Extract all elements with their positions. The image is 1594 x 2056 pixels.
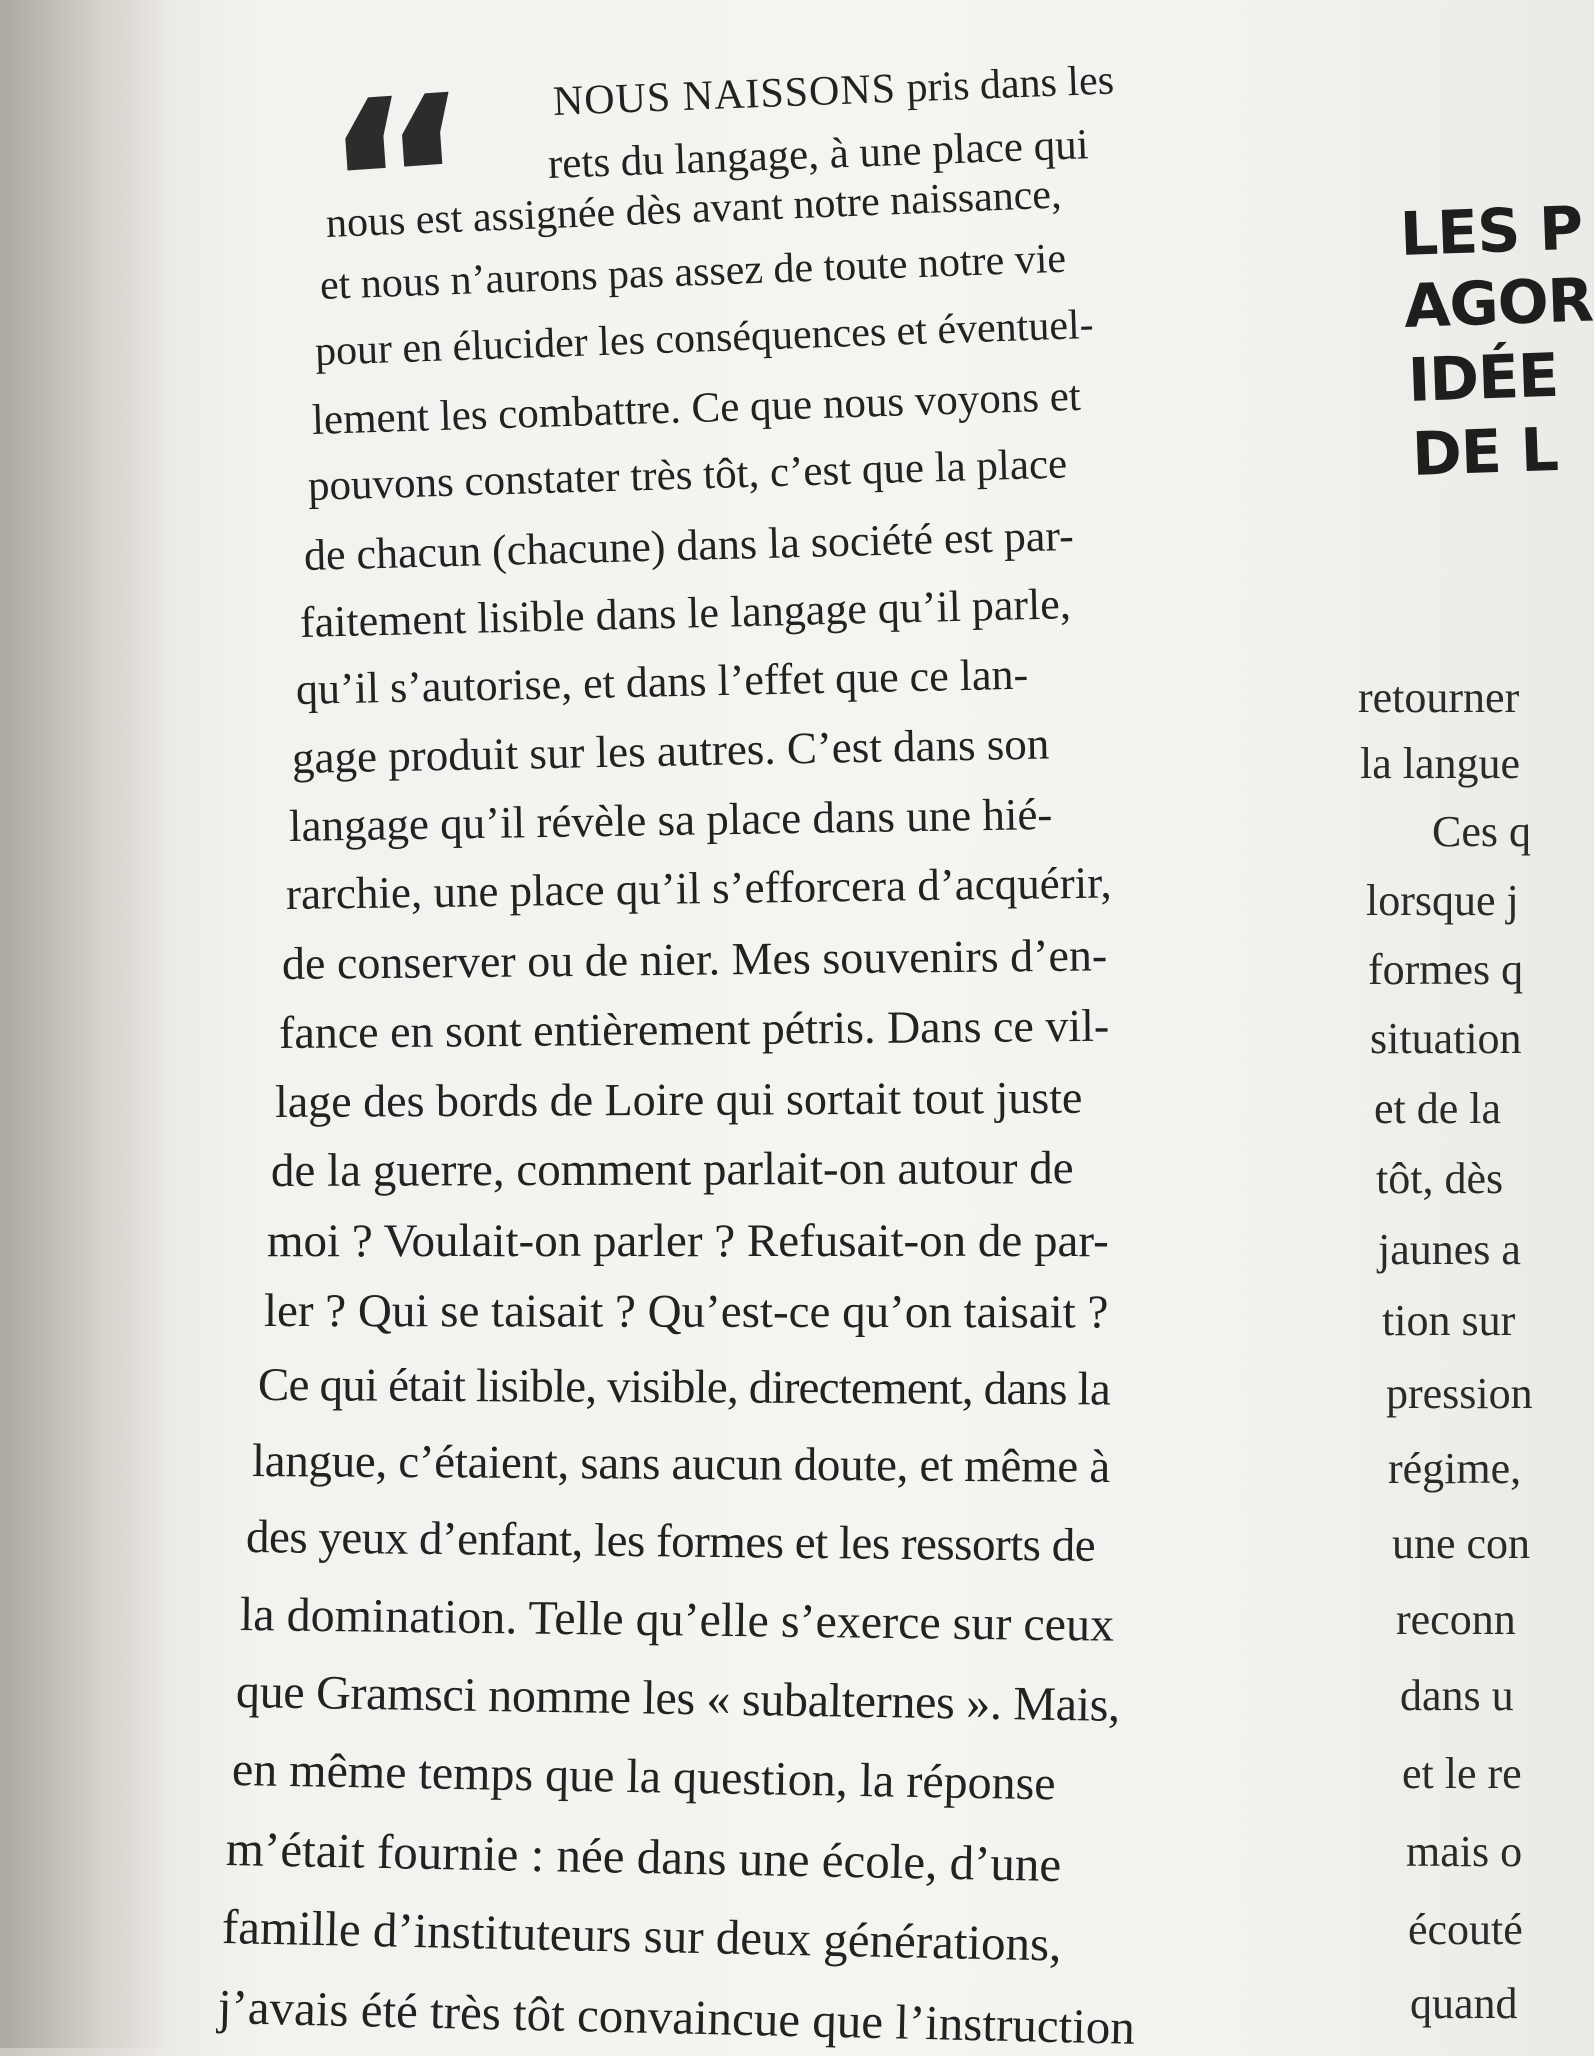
section-heading-line: DE L [1410, 414, 1560, 490]
text-line: en même temps que la question, la réponse [231, 1743, 1057, 1811]
right-text-line: et le re [1402, 1749, 1522, 1798]
text-line: m’était fournie : née dans une école, d’une [225, 1821, 1062, 1893]
right-text-line: quand [1410, 1979, 1518, 2028]
right-text-line: et de la [1374, 1084, 1502, 1133]
text-line: moi ? Voulait-on parler ? Refusait-on de par- [267, 1215, 1109, 1267]
lead-line-rest: pris dans les [895, 57, 1115, 112]
right-text-line: lorsque j [1366, 876, 1519, 925]
right-text-line: formes q [1368, 945, 1524, 994]
section-heading-line: AGOR [1402, 265, 1594, 342]
right-text-line: la langue [1360, 739, 1521, 788]
right-text-line: tôt, dès [1376, 1154, 1504, 1203]
text-line: nous est assignée dès avant notre naissance, [325, 171, 1063, 247]
right-text-line: écouté [1408, 1905, 1523, 1954]
right-text-line: retourner [1358, 673, 1520, 722]
text-line: pouvons constater très tôt, c’est que la place [307, 440, 1068, 510]
right-text-line: régime, [1388, 1444, 1522, 1493]
text-line: Ce qui était lisible, visible, directement, dans la [257, 1359, 1111, 1416]
lead-words: NOUS NAISSONS [552, 65, 897, 125]
text-line: lage des bords de Loire qui sortait tout juste [274, 1071, 1083, 1127]
text-line: lement les combattre. Ce que nous voyons et [311, 372, 1082, 444]
text-line: langue, c’étaient, sans aucun doute, et même à [251, 1435, 1111, 1493]
right-text-line: tion sur [1382, 1296, 1516, 1345]
opening-quote-mark: “ [315, 46, 486, 323]
text-line: pour en élucider les conséquences et éventuel- [314, 301, 1095, 375]
text-line: de la guerre, comment parlait-on autour de [270, 1142, 1074, 1197]
text-line: faitement lisible dans le langage qu’il parle, [299, 579, 1072, 647]
text-line: famille d’instituteurs sur deux générations, [221, 1899, 1063, 1972]
text-line: de chacun (chacune) dans la société est par- [303, 510, 1075, 580]
text-line: qu’il s’autorise, et dans l’effet que ce lan- [295, 649, 1029, 714]
text-line: et nous n’aurons pas assez de toute notre vie [319, 235, 1067, 309]
right-text-line: mais o [1406, 1827, 1523, 1876]
right-text-line: situation [1370, 1014, 1522, 1063]
section-heading-line: LES P [1398, 193, 1584, 270]
section-heading-line: IDÉE [1406, 340, 1560, 416]
right-text-line: dans u [1400, 1671, 1514, 1720]
text-line: rets du langage, à une place qui [547, 121, 1090, 188]
right-text-line: reconn [1396, 1595, 1516, 1644]
text-line: j’avais été très tôt convaincue que l’instruction [217, 1979, 1136, 2055]
text-line: rarchie, une place qu’il s’efforcera d’acquérir, [285, 857, 1112, 919]
text-line: la domination. Telle qu’elle s’exerce sur ceux [239, 1588, 1115, 1652]
text-line: de conserver ou de nier. Mes souvenirs d’en- [281, 929, 1108, 989]
right-text-line: Ces q [1432, 807, 1531, 856]
text-line: langage qu’il révèle sa place dans une hié- [288, 789, 1053, 851]
text-line: ler ? Qui se taisait ? Qu’est-ce qu’on taisait ? [263, 1285, 1109, 1339]
text-line: des yeux d’enfant, les formes et les ressorts de [245, 1511, 1096, 1572]
right-text-line: jaunes a [1378, 1225, 1521, 1274]
right-text-line: pression [1386, 1369, 1533, 1418]
text-line: fance en sont entièrement pétris. Dans ce vil- [278, 999, 1110, 1058]
right-text-line: une con [1392, 1519, 1531, 1568]
text-line: gage produit sur les autres. C’est dans son [291, 718, 1050, 783]
text-line: que Gramsci nomme les « subalternes ». Mais, [235, 1665, 1121, 1732]
